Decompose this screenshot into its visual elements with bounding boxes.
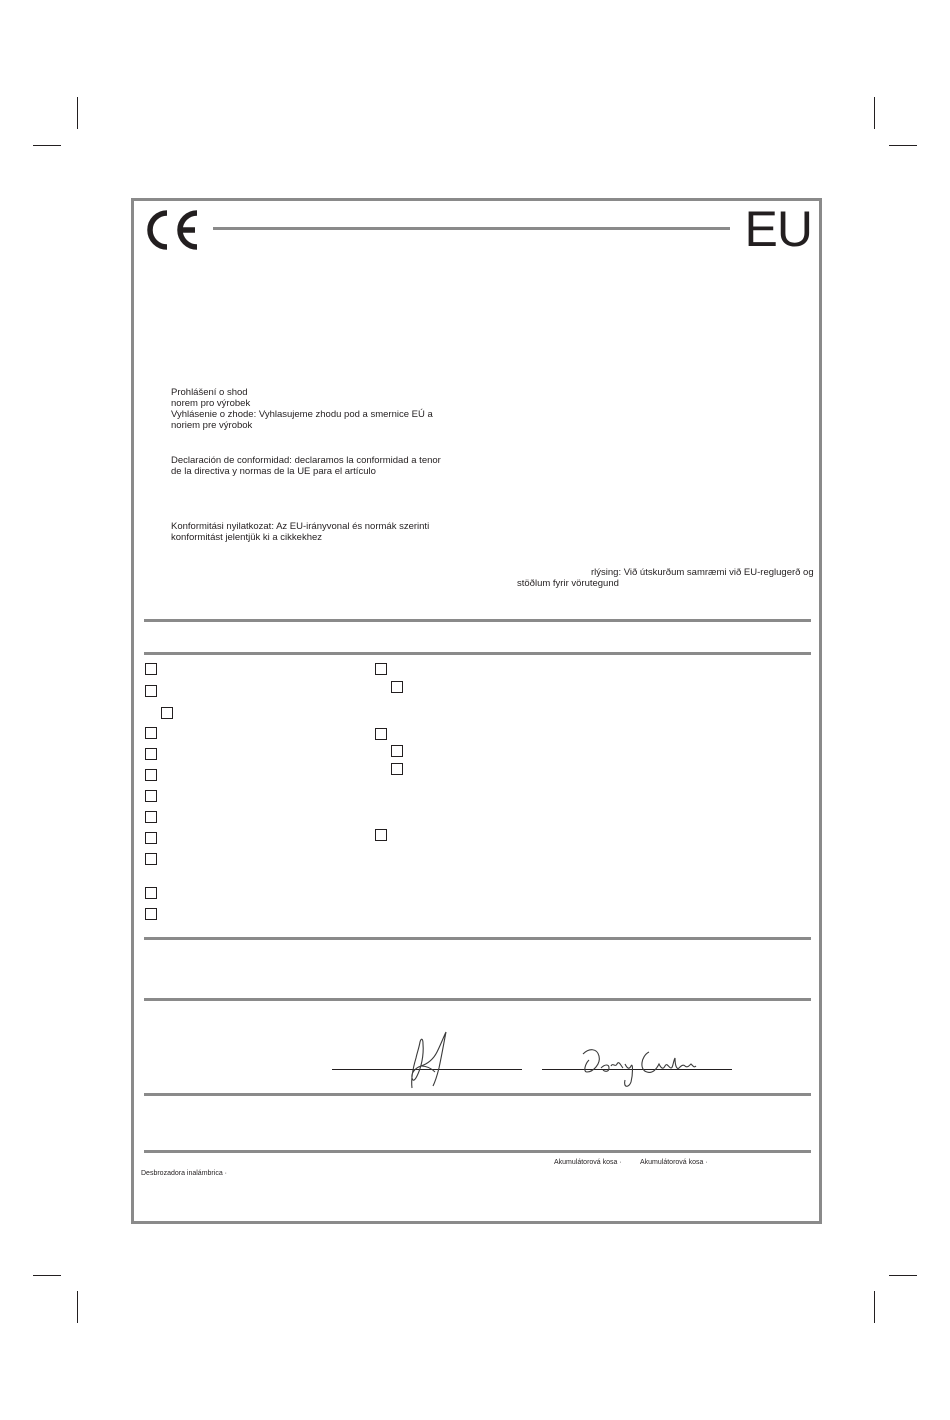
signature-1 [399,1028,459,1096]
section-divider [144,1093,811,1096]
checkbox[interactable] [375,663,387,675]
ce-mark-icon [143,209,201,251]
checkbox[interactable] [145,663,157,675]
header-divider [213,227,730,230]
checkbox[interactable] [391,745,403,757]
crop-mark [77,97,78,129]
declaration-is-line1: rlýsing: Við útskurðum samræmi við EU-reglugerð og [591,567,814,578]
footer-akumulatorova-1: Akumulátorová kosa · [554,1159,622,1166]
crop-mark [889,1275,917,1276]
checkbox[interactable] [375,829,387,841]
declaration-hu-line2: konformitást jelentjük ki a cikkekhez [171,532,323,543]
eu-mark: EU [744,201,812,257]
declaration-es-line1: Declaración de conformidad: declaramos la conformidad a tenor [171,455,441,466]
checkbox[interactable] [145,727,157,739]
crop-mark [33,145,61,146]
checkbox[interactable] [145,748,157,760]
declaration-sk-line1: Vyhlásenie o zhode: Vyhlasujeme zhodu pod a smernice EÚ a [171,409,433,420]
checkbox[interactable] [375,728,387,740]
checkbox[interactable] [391,681,403,693]
section-divider [144,652,811,655]
footer-akumulatorova-2: Akumulátorová kosa · [640,1159,708,1166]
declaration-frame [131,198,822,1224]
checkbox[interactable] [145,908,157,920]
declaration-is-line2: stöðlum fyrir vörutegund [517,578,619,589]
checkbox[interactable] [145,811,157,823]
section-divider [144,937,811,940]
checkbox[interactable] [145,853,157,865]
declaration-cs-line1: Prohlášení o shod [171,387,248,398]
checkbox[interactable] [391,763,403,775]
checkbox[interactable] [145,790,157,802]
crop-mark [77,1291,78,1323]
checkbox[interactable] [145,685,157,697]
crop-mark [874,97,875,129]
section-divider [144,619,811,622]
checkbox[interactable] [161,707,173,719]
checkbox[interactable] [145,769,157,781]
section-divider [144,1150,811,1153]
crop-mark [874,1291,875,1323]
declaration-cs-line2: norem pro výrobek [171,398,251,409]
crop-mark [889,145,917,146]
declaration-sk-line2: noriem pre výrobok [171,420,253,431]
signature-2 [579,1034,699,1090]
checkbox[interactable] [145,832,157,844]
section-divider [144,998,811,1001]
declaration-es-line2: de la directiva y normas de la UE para el artículo [171,466,376,477]
footer-desbrozadora: Desbrozadora inalámbrica · [141,1170,227,1177]
checkbox[interactable] [145,887,157,899]
crop-mark [33,1275,61,1276]
declaration-hu-line1: Konformitási nyilatkozat: Az EU-irányvonal és normák szerinti [171,521,430,532]
